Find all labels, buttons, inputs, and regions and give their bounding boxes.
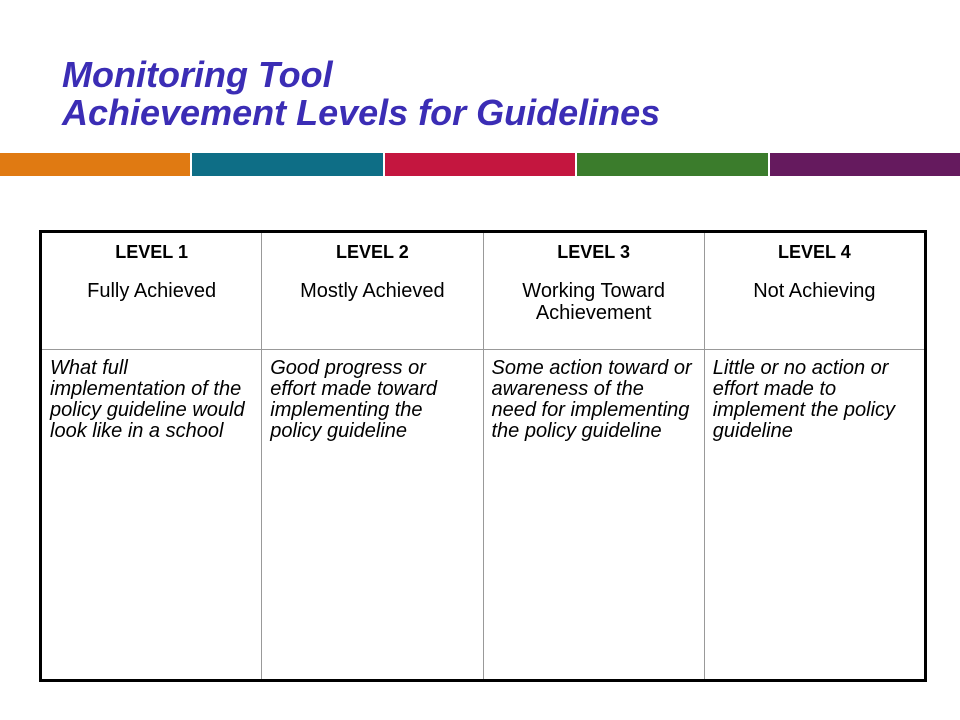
color-bar-purple [770,153,960,176]
level-2-header [262,232,483,350]
color-bar-green [577,153,767,176]
level-header-row [41,232,926,350]
level-3-name: Working Toward Achievement [522,280,665,324]
color-bar-crimson [385,153,575,176]
achievement-levels-table [39,230,927,682]
decorative-color-bar [0,153,960,176]
level-1-criteria-cell [41,350,262,681]
color-bar-orange [0,153,190,176]
level-4-criteria: Little or no action or effort made to implement the policy guideline [712,357,896,442]
slide-title [62,56,660,132]
level-1-label: LEVEL 1 [115,242,188,262]
level-2-criteria: Good progress or effort made toward implementing the policy guideline [270,357,437,442]
level-1-criteria: What full implementation of the policy guideline would look like in a school [50,357,245,442]
level-3-label: LEVEL 3 [557,242,630,262]
color-bar-teal [192,153,382,176]
level-3-header [483,232,704,350]
level-2-label: LEVEL 2 [336,242,409,262]
level-4-header [704,232,925,350]
level-4-criteria-cell [704,350,925,681]
level-3-criteria: Some action toward or awareness of the need for implementing the policy guideline [491,357,692,442]
level-4-label: LEVEL 4 [778,242,851,262]
level-1-header [41,232,262,350]
level-3-criteria-cell [483,350,704,681]
level-2-name: Mostly Achieved [300,280,445,302]
title-line-2: Achievement Levels for Guidelines [62,92,661,133]
title-line-1: Monitoring Tool [62,54,333,95]
level-4-name: Not Achieving [753,280,876,302]
level-2-criteria-cell [262,350,483,681]
criteria-row [41,350,926,681]
level-1-name: Fully Achieved [87,280,217,302]
